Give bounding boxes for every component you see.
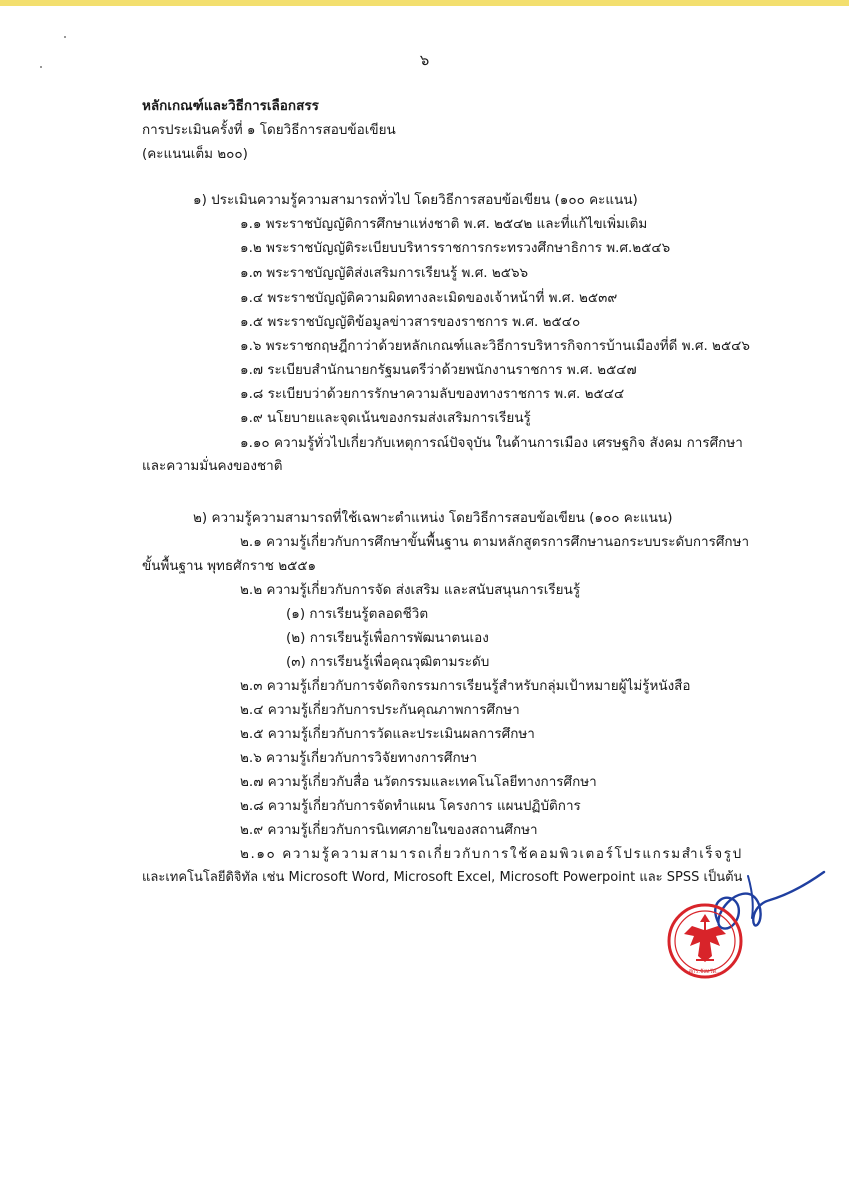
section2-heading: ๒) ความรู้ความสามารถที่ใช้เฉพาะตำแหน่ง โดยวิธีการสอบข้อเขียน (๑๐๐ คะแนน) [193,510,673,526]
section2-item: ๒.๒ ความรู้เกี่ยวกับการจัด ส่งเสริม และสนับสนุนการเรียนรู้ [240,582,581,598]
section1-item: ๑.๘ ระเบียบว่าด้วยการรักษาความลับของทางราชการ พ.ศ. ๒๕๔๔ [240,386,625,402]
section2-item: ๒.๘ ความรู้เกี่ยวกับการจัดทำแผน โครงการ แผนปฏิบัติการ [240,798,581,814]
total-score: (คะแนนเต็ม ๒๐๐) [142,146,248,162]
section1-item: ๑.๑ พระราชบัญญัติการศึกษาแห่งชาติ พ.ศ. ๒๕๔๒ และที่แก้ไขเพิ่มเติม [240,216,648,232]
section2-item: ๒.๙ ความรู้เกี่ยวกับการนิเทศภายในของสถานศึกษา [240,822,538,838]
section1-item: ๑.๕ พระราชบัญญัติข้อมูลข่าวสารของราชการ พ.ศ. ๒๕๔๐ [240,314,581,330]
document-subtitle: การประเมินครั้งที่ ๑ โดยวิธีการสอบข้อเขียน [142,122,396,138]
section1-item: ๑.๔ พระราชบัญญัติความผิดทางละเมิดของเจ้าหน้าที่ พ.ศ. ๒๕๓๙ [240,290,618,306]
section1-item: ๑.๑๐ ความรู้ทั่วไปเกี่ยวกับเหตุการณ์ปัจจุบัน ในด้านการเมือง เศรษฐกิจ สังคม การศึกษา [240,435,743,451]
page-top-edge [0,0,849,6]
section2-item: ๒.๑๐ ความรู้ความสามารถเกี่ยวกับการใช้คอมพิวเตอร์โปรแกรมสำเร็จรูป [240,846,743,862]
section2-item: ๒.๑ ความรู้เกี่ยวกับการศึกษาขั้นพื้นฐาน ตามหลักสูตรการศึกษานอกระบบระดับการศึกษา [240,534,750,550]
section1-item: ๑.๗ ระเบียบสำนักนายกรัฐมนตรีว่าด้วยพนักงานราชการ พ.ศ. ๒๕๔๗ [240,362,637,378]
section1-heading: ๑) ประเมินความรู้ความสามารถทั่วไป โดยวิธีการสอบข้อเขียน (๑๐๐ คะแนน) [193,192,638,208]
section2-item: ๒.๖ ความรู้เกี่ยวกับการวิจัยทางการศึกษา [240,750,478,766]
section1-item-continuation: และความมั่นคงของชาติ [142,458,283,474]
section1-item: ๑.๙ นโยบายและจุดเน้นของกรมส่งเสริมการเรียนรู้ [240,410,531,426]
section1-item: ๑.๓ พระราชบัญญัติส่งเสริมการเรียนรู้ พ.ศ. ๒๕๖๖ [240,265,529,281]
section1-item: ๑.๖ พระราชกฤษฎีกาว่าด้วยหลักเกณฑ์และวิธีการบริหารกิจการบ้านเมืองที่ดี พ.ศ. ๒๕๔๖ [240,338,750,354]
section2-item-continuation: และเทคโนโลยีดิจิทัล เช่น Microsoft Word, Microsoft Excel, Microsoft Powerpoint และ SPSS เป็นต้น [142,870,743,885]
section2-item: ๒.๓ ความรู้เกี่ยวกับการจัดกิจกรรมการเรียนรู้สำหรับกลุ่มเป้าหมายผู้ไม่รู้หนังสือ [240,678,691,694]
official-seal-image [666,900,744,982]
page-number: ๖ [419,51,430,69]
document-title: หลักเกณฑ์และวิธีการเลือกสรร [142,98,319,114]
seal-text: สกร.จังหวัด... [688,969,722,975]
section2-item: ๒.๔ ความรู้เกี่ยวกับการประกันคุณภาพการศึกษา [240,702,520,718]
section2-item: ๒.๕ ความรู้เกี่ยวกับการวัดและประเมินผลการศึกษา [240,726,535,742]
scan-speck [64,36,66,38]
section2-subitem: (๑) การเรียนรู้ตลอดชีวิต [286,606,429,622]
section2-item-continuation: ขั้นพื้นฐาน พุทธศักราช ๒๕๕๑ [142,558,317,574]
section2-item: ๒.๗ ความรู้เกี่ยวกับสื่อ นวัตกรรมและเทคโนโลยีทางการศึกษา [240,774,597,790]
section2-subitem: (๓) การเรียนรู้เพื่อคุณวุฒิตามระดับ [286,654,490,670]
section1-item: ๑.๒ พระราชบัญญัติระเบียบบริหารราชการกระทรวงศึกษาธิการ พ.ศ.๒๕๔๖ [240,240,671,256]
section2-subitem: (๒) การเรียนรู้เพื่อการพัฒนาตนเอง [286,630,489,646]
